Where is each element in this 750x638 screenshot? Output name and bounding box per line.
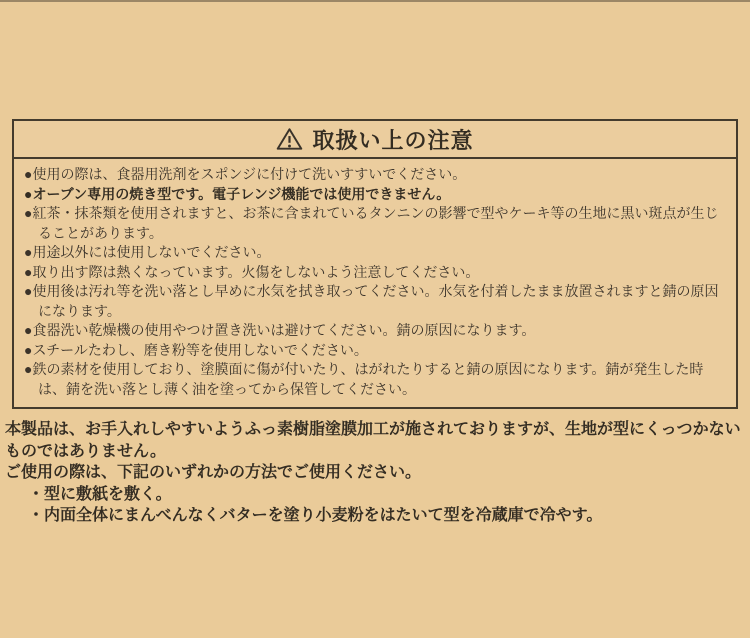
caution-item-list xyxy=(14,159,736,407)
usage-method-item: ・型に敷紙を敷く。 xyxy=(28,485,172,503)
caution-box-title: 取扱い上の注意 xyxy=(312,127,474,153)
caution-item: ●使用後は汚れ等を洗い落とし早めに水気を拭き取ってください。水気を付着したまま放置されますと錆の原因になります。 xyxy=(24,283,719,319)
caution-item: ●取り出す際は熱くなっています。火傷をしないよう注意してください。 xyxy=(24,263,480,280)
caution-item: ●紅茶・抹茶類を使用されますと、お茶に含まれているタンニンの影響で型やケーキ等の生地に黒い斑点が生じることがあります。 xyxy=(24,205,719,241)
caution-box-header xyxy=(14,121,736,159)
caution-box xyxy=(12,119,738,409)
warning-icon xyxy=(276,127,303,151)
caution-item: ●使用の際は、食器用洗剤をスポンジに付けて洗いすすいでください。 xyxy=(24,166,467,182)
usage-method-item: ・内面全体にまんべんなくバターを塗り小麦粉をはたいて型を冷蔵庫で冷やす。 xyxy=(28,507,603,524)
caution-item: ●オーブン専用の焼き型です。電子レンジ機能では使用できません。 xyxy=(24,185,451,202)
usage-note xyxy=(5,419,745,527)
caution-item: ●食器洗い乾燥機の使用やつけ置き洗いは避けてください。錆の原因になります。 xyxy=(24,322,536,338)
caution-item: ●用途以外には使用しないでください。 xyxy=(24,244,271,260)
photo-top-edge xyxy=(0,0,750,2)
caution-item: ●鉄の素材を使用しており、塗膜面に傷が付いたり、はがれたりすると錆の原因になります。錆が発生した時は、錆を洗い落とし薄く油を塗ってから保管してください。 xyxy=(24,361,704,397)
usage-paragraph: ご使用の際は、下記のいずれかの方法でご使用ください。 xyxy=(5,464,422,481)
usage-method-list xyxy=(5,484,745,527)
caution-item: ●スチールたわし、磨き粉等を使用しないでください。 xyxy=(24,341,368,358)
usage-paragraph-list xyxy=(5,419,745,484)
usage-paragraph: 本製品は、お手入れしやすいようふっ素樹脂塗膜加工が施されておりますが、生地が型にくっつかないものではありません。 xyxy=(5,421,741,460)
